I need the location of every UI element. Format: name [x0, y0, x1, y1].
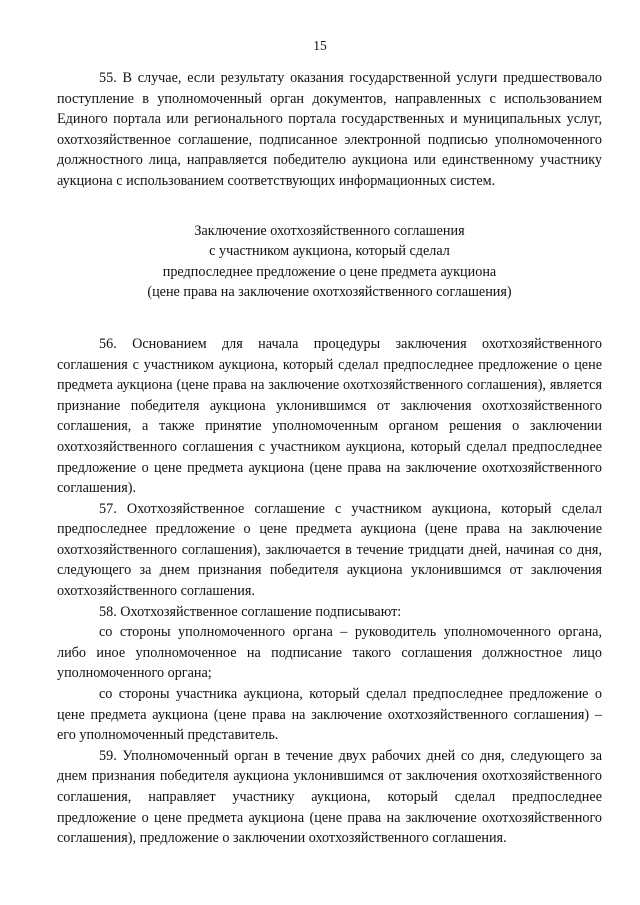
section-heading-line-1: Заключение охотхозяйственного соглашения	[194, 222, 465, 239]
paragraph-58-authority-signatory: со стороны уполномоченного органа – руководитель уполномоченного органа, либо иное уполномоченное на подписание такого соглашения должностное лицо уполномоченного органа;	[57, 624, 602, 682]
paragraph-59: 59. Уполномоченный орган в течение двух рабочих дней со дня, следующего за днем признания победителя аукциона уклонившимся от заключения охотхозяйственного соглашения, направляет участнику аукциона, который сделал предпоследнее предложение о цене предмета аукциона (цене права на заключение охотхозяйственного соглашения), предложение о заключении охотхозяйственного соглашения.	[57, 747, 602, 847]
paragraph-55: 55. В случае, если результату оказания государственной услуги предшествовало поступление в уполномоченный орган документов, направленных с использованием Единого портала или регионального портала государственных и муниципальных услуг, охотхозяйственное соглашение, подписанное электронной подписью уполномоченного должностного лица, направляется победителю аукциона или единственному участнику аукциона с использованием соответствующих информационных систем.	[57, 70, 602, 189]
section-heading-line-4: (цене права на заключение охотхозяйственного соглашения)	[147, 284, 512, 301]
section-heading	[57, 221, 602, 303]
paragraph-56: 56. Основанием для начала процедуры заключения охотхозяйственного соглашения с участником аукциона, который сделал предпоследнее предложение о цене предмета аукциона (цене права на заключение охотхозяйственного соглашения), является признание победителя аукциона уклонившимся от заключения охотхозяйственного соглашения, а также принятие уполномоченным органом решения о заключении охотхозяйственного соглашения с участником аукциона, который сделал предпоследнее предложение о цене предмета аукциона (цене права на заключение охотхозяйственного соглашения).	[57, 335, 602, 497]
section-heading-line-2: с участником аукциона, который сделал	[209, 243, 450, 260]
section-heading-line-3: предпоследнее предложение о цене предмета аукциона	[162, 263, 497, 280]
paragraph-57: 57. Охотхозяйственное соглашение с участником аукциона, который сделал предпоследнее предложение о цене предмета аукциона (цене права на заключение охотхозяйственного соглашения), заключается в течение тридцати дней, начиная со дня, следующего за днем признания победителя аукциона уклонившимся от заключения охотхозяйственного соглашения.	[57, 500, 602, 600]
paragraph-58: 58. Охотхозяйственное соглашение подписывают:	[99, 603, 402, 620]
paragraph-58-participant-signatory: со стороны участника аукциона, который сделал предпоследнее предложение о цене предмета аукциона (цене права на заключение охотхозяйственного соглашения) – его уполномоченный представитель.	[57, 686, 602, 744]
page-number: 15	[313, 38, 327, 53]
document-body	[57, 68, 602, 849]
